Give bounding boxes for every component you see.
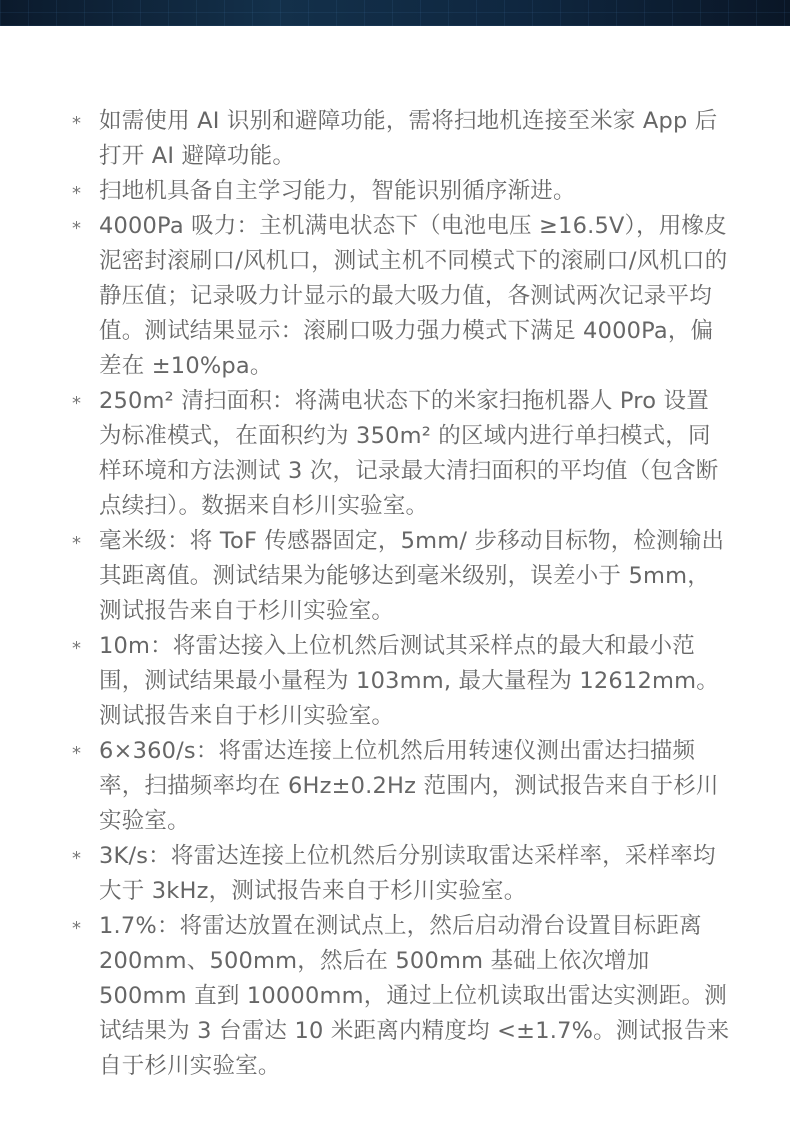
header-banner — [0, 0, 790, 26]
footnote-text: 扫地机具备自主学习能力，智能识别循序渐进。 — [99, 178, 576, 204]
header-banner-pattern — [0, 0, 790, 26]
footnote-accuracy — [0, 909, 790, 1084]
footnote-text: 4000Pa 吸力：主机满电状态下（电池电压 ≥16.5V），用橡皮泥密封滚刷口/风机口，测试主机不同模式下的滚刷口/风机口的静压值；记录吸力计显示的最大吸力值，各测试两次记录平均值。测试结果显示：滚刷口吸力强力模式下满足 4000Pa，偏差在 ±10%pa。 — [99, 213, 728, 379]
footnote-text: 如需使用 AI 识别和避障功能，需将扫地机连接至米家 App 后打开 AI 避障功能。 — [99, 108, 718, 169]
footnote-cleaning-area — [0, 384, 790, 524]
footnote-text: 1.7%：将雷达放置在测试点上，然后启动滑台设置目标距离 200mm、500mm，然后在 500mm 基础上依次增加 500mm 直到 10000mm，通过上位机读取出雷达实测距。测试结果为 3 台雷达 10 米距离内精度均 <±1.7%。测试报告来自于杉川实验室。 — [99, 913, 730, 1079]
footnote-learning — [0, 174, 790, 209]
asterisk-marker: * — [72, 183, 82, 204]
footnote-suction — [0, 209, 790, 384]
asterisk-marker: * — [72, 638, 82, 659]
footnote-text: 6×360/s：将雷达连接上位机然后用转速仪测出雷达扫描频率，扫描频率均在 6Hz±0.2Hz 范围内，测试报告来自于杉川实验室。 — [99, 738, 719, 834]
asterisk-marker: * — [72, 743, 82, 764]
footnote-text: 毫米级：将 ToF 传感器固定，5mm/ 步移动目标物，检测输出其距离值。测试结果为能够达到毫米级别，误差小于 5mm，测试报告来自于杉川实验室。 — [99, 528, 725, 624]
footnote-millimeter — [0, 524, 790, 629]
footnote-ai — [0, 104, 790, 174]
asterisk-marker: * — [72, 393, 82, 414]
footnote-text: 250m² 清扫面积：将满电状态下的米家扫拖机器人 Pro 设置为标准模式，在面积约为 350m² 的区域内进行单扫模式，同样环境和方法测试 3 次，记录最大清扫面积的平均值（包含断点续扫）。数据来自杉川实验室。 — [99, 388, 719, 519]
asterisk-marker: * — [72, 533, 82, 554]
asterisk-marker: * — [72, 918, 82, 939]
asterisk-marker: * — [72, 848, 82, 869]
footnote-range — [0, 629, 790, 734]
footnote-scan-frequency — [0, 734, 790, 839]
footnote-text: 3K/s：将雷达连接上位机然后分别读取雷达采样率，采样率均大于 3kHz，测试报告来自于杉川实验室。 — [99, 843, 716, 904]
asterisk-marker: * — [72, 218, 82, 239]
asterisk-marker: * — [72, 113, 82, 134]
footnote-text: 10m：将雷达接入上位机然后测试其采样点的最大和最小范围，测试结果最小量程为 103mm, 最大量程为 12612mm。测试报告来自于杉川实验室。 — [99, 633, 719, 729]
footnotes-list — [0, 104, 790, 1084]
footnote-sample-rate — [0, 839, 790, 909]
